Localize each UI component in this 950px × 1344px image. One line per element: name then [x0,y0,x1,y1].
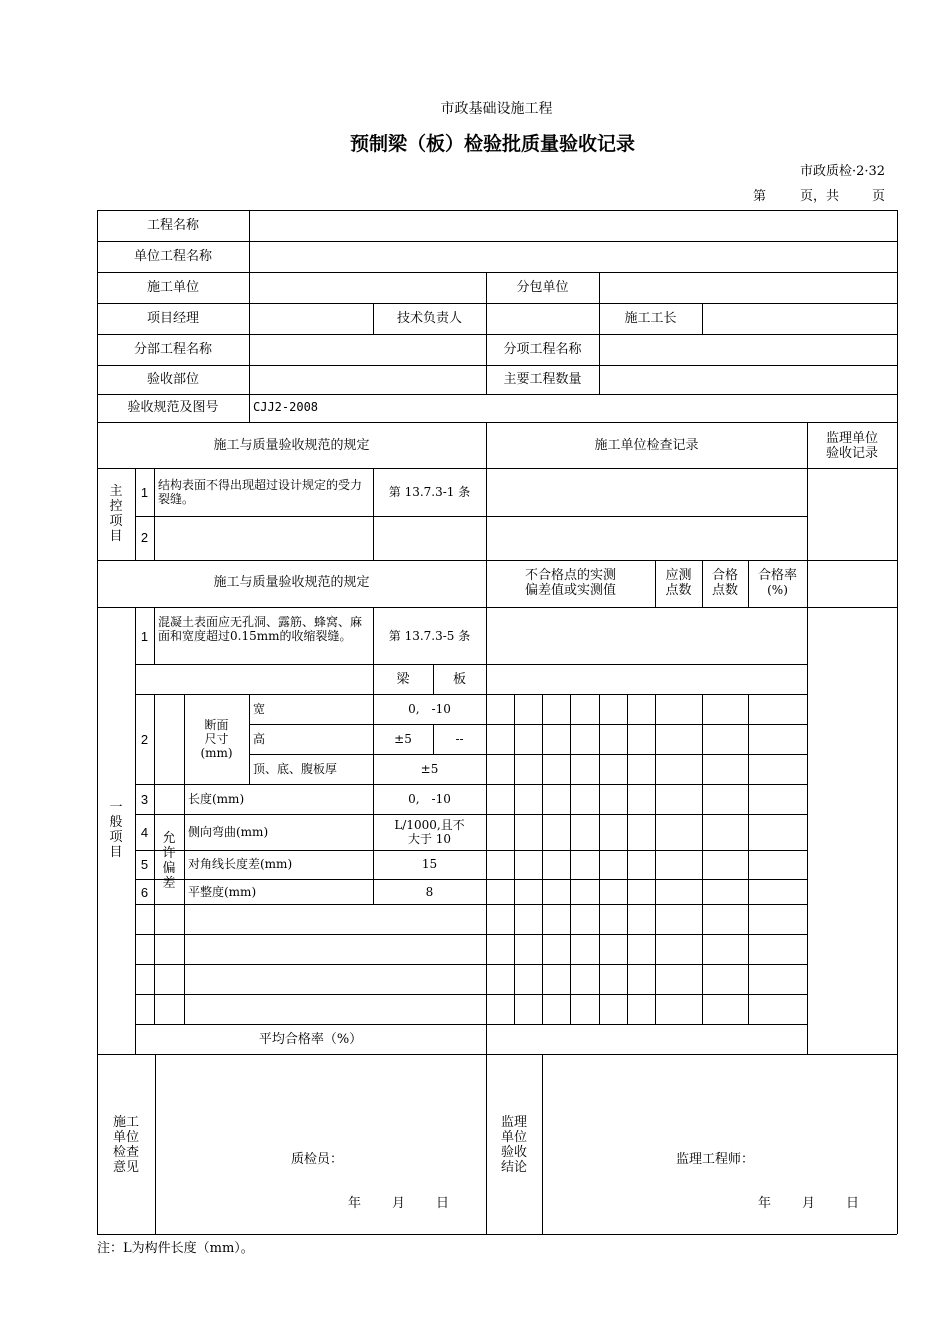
supervisor-conclusion-1: 监理 [500,1115,527,1130]
general-row-3-name: 长度(mm) [188,792,245,806]
general-row-4-value: L/1000,且不大于 10 [394,818,465,846]
general-row-4-no: 4 [140,825,149,840]
supervisor-record-header-1: 监理单位 [825,431,878,446]
label-acceptance-part: 验收部位 [146,372,199,387]
qual-header-1: 合格 [711,568,738,583]
spec-value: CJJ2-2008 [253,400,319,414]
deviation-header-2: 偏差值或实测值 [524,583,616,598]
allow-label-1: 允 [162,831,176,846]
general-row-4-name: 侧向弯曲(mm) [188,825,269,839]
general-label-1: 一 [109,800,123,815]
allow-label-2: 许 [162,846,176,861]
general-spec-rules-header: 施工与质量验收规范的规定 [213,575,370,590]
main-row-1-text: 结构表面不得出现超过设计规定的受力裂缝。 [158,478,363,506]
label-project-manager: 项目经理 [146,311,199,326]
qual-header-2: 点数 [711,583,738,598]
unit-opinion-2: 单位 [112,1130,139,1145]
label-tech-lead: 技术负责人 [396,311,462,326]
main-label-3: 项 [109,514,123,529]
spec-rules-header: 施工与质量验收规范的规定 [213,438,370,453]
height-slab-value: -- [455,732,464,746]
supervisor-conclusion-3: 验收 [500,1145,527,1160]
supervisor-conclusion-2: 单位 [500,1130,527,1145]
section-size-label-2: 尺寸 [204,732,229,746]
rate-header-1: 合格率 [757,568,797,583]
general-label-4: 目 [109,845,123,860]
section-size-label-1: 断面 [204,718,229,732]
main-label-2: 控 [109,499,123,514]
label-foreman: 施工工长 [624,311,677,326]
page-title: 预制梁（板）检验批质量验收记录 [349,133,635,155]
general-row-5-no: 5 [140,857,149,872]
supervisor-conclusion-4: 结论 [500,1160,527,1175]
engineer-label: 监理工程师： [676,1152,755,1167]
unit-date-month: 月 [392,1196,406,1211]
label-unit-project-name: 单位工程名称 [133,249,212,264]
general-label-2: 般 [109,815,123,830]
width-value: 0, -10 [408,702,451,716]
slab-label: 板 [452,672,466,687]
section-size-label-3: (mm) [200,746,233,760]
general-label-3: 项 [109,830,123,845]
height-label: 高 [253,732,266,746]
width-label: 宽 [253,702,266,716]
general-row-2-no: 2 [140,732,149,747]
label-project-name: 工程名称 [146,218,199,233]
label-spec: 验收规范及图号 [127,400,219,415]
height-beam-value: ±5 [394,732,412,746]
general-row-3-no: 3 [140,792,149,807]
supervisor-date-day: 日 [846,1196,860,1211]
label-construction-unit: 施工单位 [146,280,199,295]
should-header-2: 点数 [665,583,692,598]
label-main-quantity: 主要工程数量 [503,372,582,387]
footnote: 注：L为构件长度（mm）。 [97,1241,254,1256]
form-code: 市政质检·2·32 [800,164,886,179]
page-ye: 页 [872,189,886,204]
main-label-4: 目 [109,529,123,544]
page-ye-gong: 页，共 [800,189,840,204]
general-row-5-name: 对角线长度差(mm) [188,857,293,871]
deviation-header-1: 不合格点的实测 [524,568,616,583]
avg-rate-label: 平均合格率（%） [258,1032,363,1047]
unit-date-day: 日 [436,1196,450,1211]
general-row-3-value: 0, -10 [408,792,451,806]
thickness-value: ±5 [420,762,439,776]
allow-label-3: 偏 [162,861,176,876]
should-header-1: 应测 [665,568,692,583]
main-row-1-clause: 第 13.7.3-1 条 [388,485,471,499]
inspector-label: 质检员： [291,1152,344,1167]
general-row-5-value: 15 [421,857,438,871]
main-row-1-no: 1 [140,485,149,500]
general-row-6-value: 8 [425,885,434,899]
general-row-6-no: 6 [140,885,149,900]
general-row-1-text: 混凝土表面应无孔洞、露筋、蜂窝、麻面和宽度超过0.15mm的收缩裂缝。 [158,615,363,643]
label-subcontractor: 分包单位 [516,280,569,295]
unit-opinion-1: 施工 [112,1115,139,1130]
general-row-1-clause: 第 13.7.3-5 条 [388,629,471,643]
general-row-6-name: 平整度(mm) [188,885,257,899]
supervisor-date-month: 月 [802,1196,816,1211]
unit-check-record-header: 施工单位检查记录 [594,438,699,453]
org-name: 市政基础设施工程 [440,101,553,117]
unit-opinion-3: 检查 [112,1145,139,1160]
label-subitem-name: 分项工程名称 [503,342,582,357]
supervisor-date-year: 年 [758,1196,772,1211]
supervisor-record-header-2: 验收记录 [825,446,878,461]
allow-label-4: 差 [162,876,176,891]
unit-date-year: 年 [348,1196,362,1211]
unit-opinion-4: 意见 [112,1160,139,1175]
thickness-label: 顶、底、腹板厚 [253,762,338,776]
label-division-name: 分部工程名称 [133,342,212,357]
main-row-2-no: 2 [140,530,149,545]
rate-header-2: (%) [767,583,788,597]
main-label-1: 主 [109,484,123,499]
general-row-1-no: 1 [140,629,149,644]
page-di: 第 [753,189,767,204]
beam-label: 梁 [396,672,410,687]
